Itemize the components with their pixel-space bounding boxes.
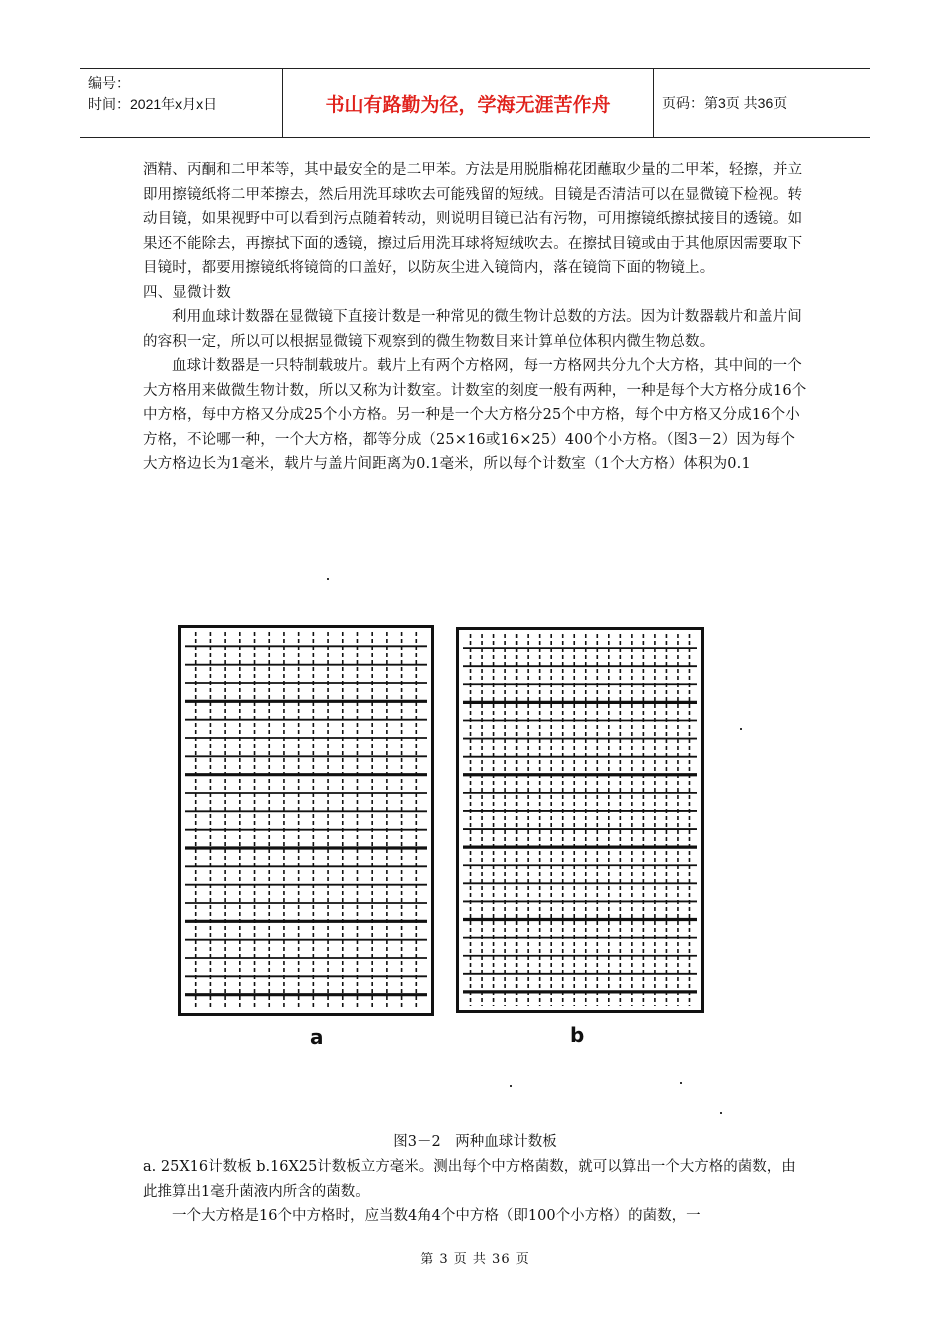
paragraph-counting-method: 一个大方格是16个中方格时，应当数4角4个中方格（即100个小方格）的菌数，一 [172,1208,701,1224]
scan-speck [510,1085,512,1087]
paragraph-hemocytometer: 血球计数器是一只特制载玻片。载片上有两个方格网，每一方格网共分九个大方格，其中间的一个大方格用来做微生物计数，所以又称为计数室。计数室的刻度一般有两种，一种是每个大方格分成16个中方格，每中方格又分成25个小方格。另一种是一个大方格分25个中方格，每个中方格又分成16个小方格，不论哪一种，一个大方格，都等分成（25×16或16×25）400个小方格。（图3－2）因为每个大方格边长为1毫米，载片与盖片间距离为0.1毫米，所以每个计数室（1个大方格）体积为0.1 [143,358,807,472]
header-page-info: 页码：第3页 共36页 [662,95,788,111]
figure-label-b: b [570,1023,585,1047]
date-label: 时间：2021年x月x日 [88,96,218,112]
scan-speck [740,728,742,730]
paragraph-figure-legend: a. 25X16计数板 b.16X25计数板立方毫米。测出每个中方格菌数，就可以算出一个大方格的菌数，由此推算出1毫升菌液内所含的菌数。 [143,1159,796,1200]
paragraph-cleaning: 酒精、丙酮和二甲苯等，其中最安全的是二甲苯。方法是用脱脂棉花团蘸取少量的二甲苯，轻擦，并立即用擦镜纸将二甲苯擦去，然后用洗耳球吹去可能残留的短绒。目镜是否清洁可以在显微镜下检视。转动目镜，如果视野中可以看到污点随着转动，则说明目镜已沾有污物，可用擦镜纸擦拭接目的透镜。如果还不能除去，再擦拭下面的透镜，擦过后用洗耳球将短绒吹去。在擦拭目镜或由于其他原因需要取下目镜时，都要用擦镜纸将镜筒的口盖好，以防灰尘进入镜筒内，落在镜筒下面的物镜上。 [143,162,803,276]
document-body-continued [143,1155,808,1229]
scan-speck [680,1082,682,1084]
grid-lines [181,628,431,1013]
grid-lines [459,630,701,1010]
figure-label-a: a [310,1025,324,1049]
page-footer: 第 3 页 共 36 页 [420,1252,530,1267]
code-label: 编号： [88,75,130,91]
header-meta [80,69,282,141]
header-motto: 书山有路勤为径，学海无涯苦作舟 [282,69,654,137]
paragraph-intro: 利用血球计数器在显微镜下直接计数是一种常见的微生物计总数的方法。因为计数器载片和盖片间的容积一定，所以可以根据显微镜下观察到的微生物数目来计算单位体积内微生物总数。 [143,309,802,350]
document-body [143,158,808,477]
page-header [80,68,870,138]
counting-grid-a [178,625,434,1016]
scan-speck [720,1112,722,1114]
figure-caption: 图3－2 两种血球计数板 [393,1134,557,1150]
figure-hemocytometer [170,615,720,1055]
scan-speck [327,578,329,580]
counting-grid-b [456,627,704,1013]
section-heading: 四、显微计数 [143,284,231,301]
